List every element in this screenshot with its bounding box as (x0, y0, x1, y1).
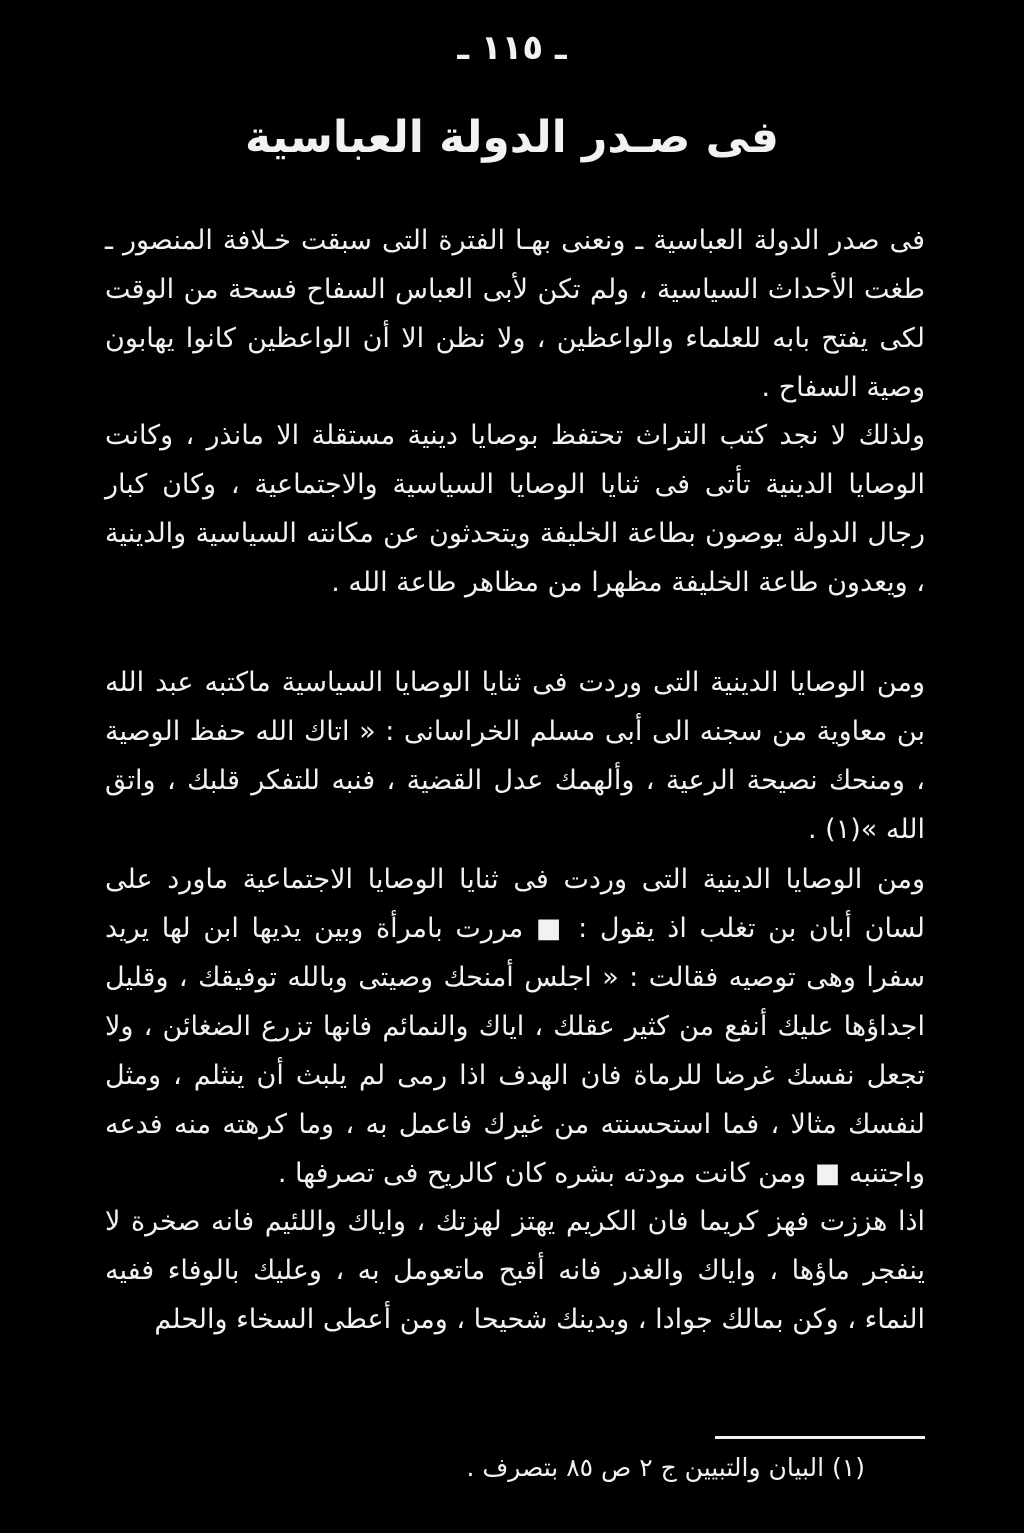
page-number: ـ ١١٥ ـ (457, 28, 567, 68)
chapter-title: فى صـدر الدولة العباسية (245, 112, 779, 163)
paragraph: ومن الوصايا الدينية التى وردت فى ثنايا الوصايا السياسية ماكتبه عبد الله بن معاوية من سجنه الى أبى مسلم الخراسانى : « اتاك الله حفظ الوصية ، ومنحك نصيحة الرعية ، وألهمك عدل القضية ، فنبه للتفكر قلبك ، واتق الله »(١) . (105, 667, 925, 845)
paragraph: فى صدر الدولة العباسية ـ ونعنى بهـا الفترة التى سبقت خـلافة المنصور ـ طغت الأحداث السياسية ، ولم تكن لأبى العباس السفاح فسحة من الوقت لكى يفتح بابه للعلماء والواعظين ، ولا نظن الا أن الواعظين كانوا يهابون وصية السفاح . (105, 225, 925, 403)
paragraph: اذا هززت فهز كريما فان الكريم يهتز لهزتك ، واياك واللئيم فانه صخرة لا ينفجر ماؤها ، واياك والغدر فانه أقبح ماتعومل به ، وعليك بالوفاء ففيه النماء ، وكن بمالك جوادا ، وبدينك شحيحا ، ومن أعطى السخاء والحلم (105, 1206, 925, 1335)
footnote-divider (715, 1436, 925, 1439)
paragraph: ولذلك لا نجد كتب التراث تحتفظ بوصايا دينية مستقلة الا مانذر ، وكانت الوصايا الدينية تأتى فى ثنايا الوصايا السياسية والاجتماعية ، وكان كبار رجال الدولة يوصون بطاعة الخليفة ويتحدثون عن مكانته السياسية والدينية ، ويعدون طاعة الخليفة مظهرا من مظاهر طاعة الله . (105, 420, 925, 598)
footnote: (١) البيان والتبيين ج ٢ ص ٨٥ بتصرف . (466, 1453, 865, 1482)
paragraph: ومن الوصايا الدينية التى وردت فى ثنايا الوصايا الاجتماعية ماورد على لسان أبان بن تغلب اذ يقول : ■ مررت بامرأة وبين يديها ابن لها يريد سفرا وهى توصيه فقالت : « اجلس أمنحك وصيتى وبالله توفيقك ، وقليل اجداؤها عليك أنفع من كثير عقلك ، اياك والنمائم فانها تزرع الضغائن ، ولا تجعل نفسك غرضا للرماة فان الهدف اذا رمى لم يلبث أن ينثلم ، ومثل لنفسك مثالا ، فما استحسنته من غيرك فاعمل به ، وما كرهته منه فدعه واجتنبه ■ ومن كانت مودته بشره كان كالريح فى تصرفها . (105, 864, 925, 1189)
